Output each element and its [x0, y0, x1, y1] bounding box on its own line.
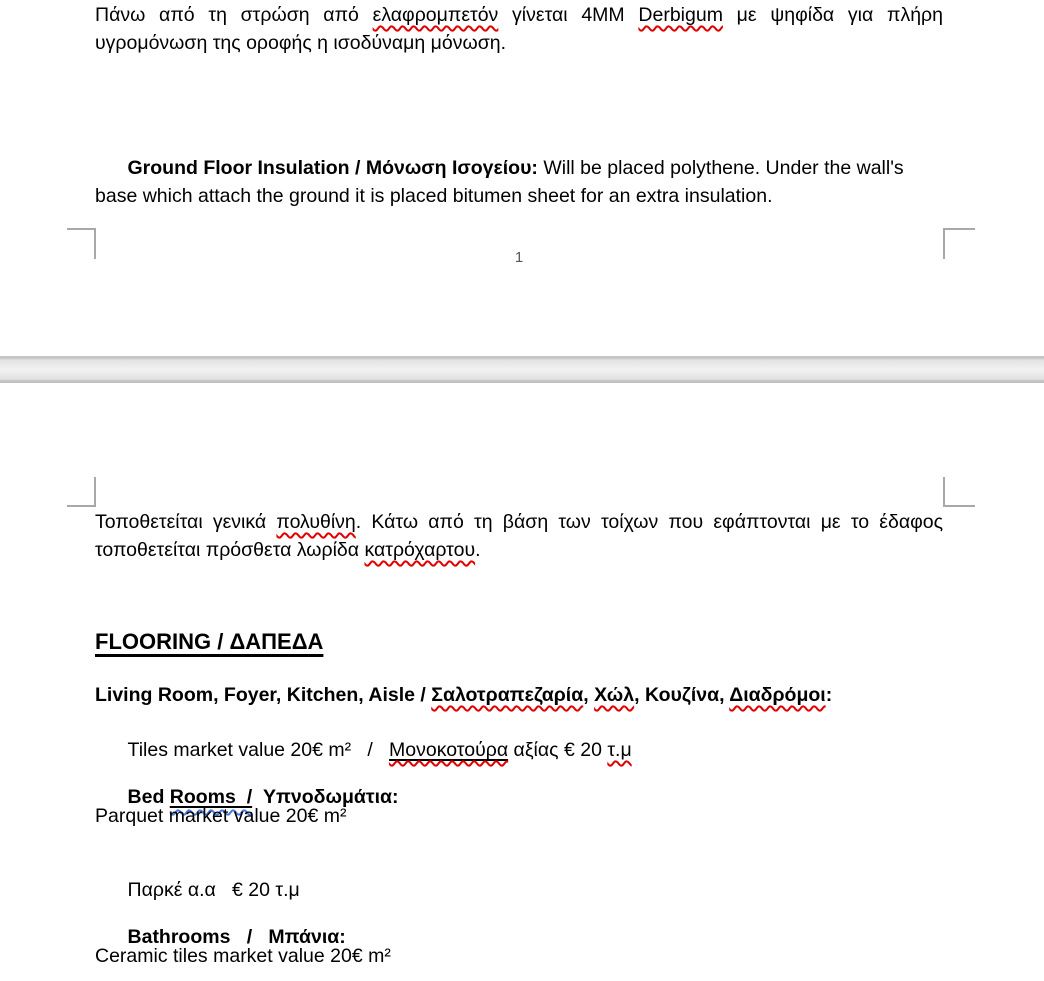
text-run: Living Room, Foyer, Kitchen, Aisle / — [95, 684, 432, 706]
page-number: 1 — [514, 249, 524, 266]
text-run: . — [475, 539, 481, 561]
text-run: Ceramic tiles market value 20€ m² — [95, 945, 391, 967]
margin-mark-page1-right-horizontal — [943, 228, 975, 230]
text-run: , — [583, 684, 595, 706]
text-run: αξίας € 20 — [508, 739, 608, 761]
misspelled-word: Derbigum — [638, 4, 723, 26]
page-break-gap[interactable] — [0, 356, 1044, 383]
margin-mark-page2-right-vertical — [943, 477, 945, 507]
paragraph-parquet-value[interactable] — [95, 802, 943, 830]
misspelled-word: Χώλ — [594, 684, 635, 706]
text-run: γίνεται 4MM — [498, 4, 639, 26]
misspelled-word: τ.μ — [607, 739, 632, 761]
margin-mark-page1-right-vertical — [943, 228, 945, 259]
heading-flooring[interactable]: FLOORING / ΔΑΠΕΔΑ — [95, 629, 324, 654]
paragraph-roof-insulation[interactable] — [95, 1, 943, 57]
text-run: Υπνοδωμάτια: — [252, 786, 399, 808]
text-run: Τοποθετείται γενικά — [95, 511, 277, 533]
text-run: Parquet market value 20€ m² — [95, 805, 347, 827]
paragraph-ceramic-value[interactable] — [95, 942, 943, 970]
misspelled-word: κατρόχαρτου — [364, 539, 476, 561]
text-run: , Κουζίνα, — [634, 684, 730, 706]
text-run: . Κάτω από τη βάση των τοίχων που εφάπτονται με το έδαφος τοποθετείται πρόσθετα λωρίδα — [95, 511, 944, 561]
text-run: Bed — [127, 786, 170, 808]
bold-label: Ground Floor Insulation / Μόνωση Ισογείου: — [127, 157, 544, 179]
text-run: Tiles market value 20€ m² / — [127, 739, 390, 761]
text-run: : — [825, 684, 833, 706]
misspelled-word: Σαλοτραπεζαρία — [431, 684, 584, 706]
misspelled-word: Μονοκοτούρα — [389, 739, 509, 761]
misspelled-word: πολυθίνη — [276, 511, 356, 533]
misspelled-word: Διαδρόμοι — [729, 684, 826, 706]
text-run: Will be placed polythene. Under the wall's base which attach the ground it is placed bitumen sheet for an extra insulation. — [95, 157, 910, 207]
misspelled-word: ελαφρομπετόν — [372, 4, 499, 26]
margin-mark-page2-left-horizontal — [67, 505, 96, 507]
margin-mark-page1-left-horizontal — [67, 228, 96, 230]
text-run: Παρκέ α.α € 20 τ.μ — [127, 879, 300, 901]
grammar-flagged-text: Rooms / — [169, 786, 253, 808]
paragraph-ground-floor-insulation[interactable] — [95, 126, 943, 238]
paragraph-living-room-title[interactable] — [95, 681, 943, 709]
margin-mark-page2-right-horizontal — [943, 505, 975, 507]
text-run: με ψηφίδα για πλήρη υγρομόνωση της οροφής η ισοδύναμη μόνωση. — [95, 4, 943, 54]
margin-mark-page2-left-vertical — [94, 477, 96, 507]
text-run: Πάνω από τη στρώση από — [95, 4, 373, 26]
paragraph-polythene[interactable] — [95, 508, 943, 564]
text-run: Bathrooms / Μπάνια: — [127, 926, 346, 948]
